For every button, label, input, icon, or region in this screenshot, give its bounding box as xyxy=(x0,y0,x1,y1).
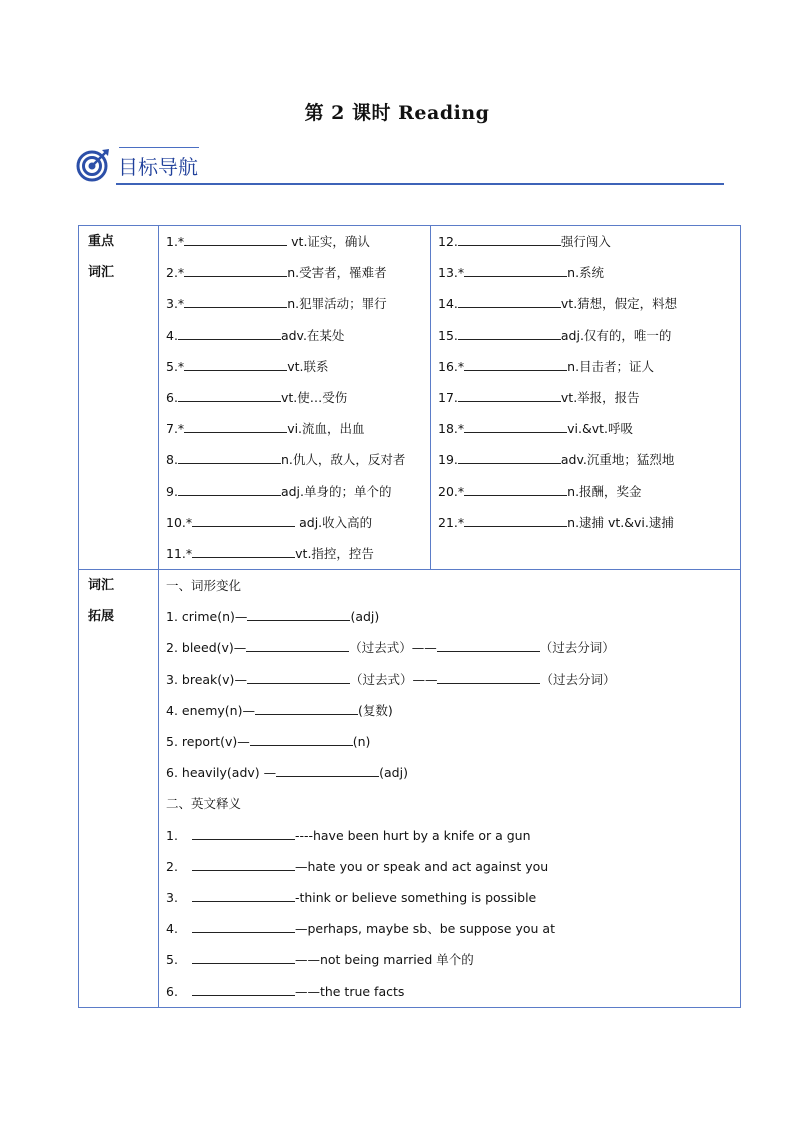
answer-blank[interactable] xyxy=(464,357,567,371)
word-form-item: 6. heavily(adv) — (adj) xyxy=(166,765,408,781)
answer-blank[interactable] xyxy=(458,294,561,308)
answer-blank[interactable] xyxy=(184,294,287,308)
vocab-item: 6. vt.使…受伤 xyxy=(166,389,348,405)
target-icon xyxy=(76,148,110,182)
answer-blank[interactable] xyxy=(437,638,540,652)
answer-blank[interactable] xyxy=(178,388,281,402)
answer-blank[interactable] xyxy=(276,763,379,777)
answer-blank[interactable] xyxy=(255,701,358,715)
word-form-item: 3. break(v)— （过去式）—— （过去分词） xyxy=(166,671,616,687)
vocab-item: 11.* vt.指控，控告 xyxy=(166,545,374,561)
vocab-item: 12. 强行闯入 xyxy=(438,234,611,249)
part1-title: 一、词形变化 xyxy=(166,578,242,594)
section-header xyxy=(76,145,724,187)
answer-blank[interactable] xyxy=(184,357,287,371)
label-line: 拓展 xyxy=(88,609,115,625)
vocab-item: 14. vt.猜想，假定，料想 xyxy=(438,296,678,312)
vocab-item: 13.* n.系统 xyxy=(438,265,605,281)
answer-blank[interactable] xyxy=(458,388,561,402)
vocab-item: 3.* n.犯罪活动；罪行 xyxy=(166,296,387,312)
definition-item: 2. —hate you or speak and act against you xyxy=(166,858,549,874)
word-form-item: 1. crime(n)— (adj) xyxy=(166,609,380,625)
vocab-ext-label xyxy=(79,570,159,1008)
key-vocab-right-column xyxy=(431,226,741,570)
header-top-rule xyxy=(119,147,199,148)
vocab-item: 1.* vt.证实，确认 xyxy=(166,234,370,249)
answer-blank[interactable] xyxy=(247,670,350,684)
answer-blank[interactable] xyxy=(464,419,567,433)
answer-blank[interactable] xyxy=(192,513,295,527)
part2-title: 二、英文释义 xyxy=(166,796,242,812)
answer-blank[interactable] xyxy=(192,888,295,902)
answer-blank[interactable] xyxy=(178,482,281,496)
label-line: 词汇 xyxy=(88,578,115,594)
label-line: 重点 xyxy=(88,234,115,249)
vocab-item: 8. n.仇人，敌人，反对者 xyxy=(166,452,406,468)
vocab-item: 15. adj.仅有的，唯一的 xyxy=(438,327,672,343)
answer-blank[interactable] xyxy=(192,857,295,871)
answer-blank[interactable] xyxy=(178,450,281,464)
vocab-ext-content xyxy=(159,570,741,1008)
answer-blank[interactable] xyxy=(458,450,561,464)
answer-blank[interactable] xyxy=(192,982,295,996)
answer-blank[interactable] xyxy=(192,826,295,840)
answer-blank[interactable] xyxy=(192,544,295,558)
answer-blank[interactable] xyxy=(246,638,349,652)
key-vocab-row xyxy=(79,226,741,570)
definition-item: 6. ——the true facts xyxy=(166,983,405,999)
answer-blank[interactable] xyxy=(192,919,295,933)
vocab-item: 20.* n.报酬，奖金 xyxy=(438,483,642,499)
definition-item: 1. ----have been hurt by a knife or a gun xyxy=(166,827,531,843)
header-underline xyxy=(116,183,724,185)
vocab-item: 5.* vt.联系 xyxy=(166,358,329,374)
answer-blank[interactable] xyxy=(184,232,287,246)
vocab-item: 16.* n.目击者；证人 xyxy=(438,358,655,374)
vocab-item: 2.* n.受害者，罹难者 xyxy=(166,265,387,281)
label-line: 词汇 xyxy=(88,265,115,280)
answer-blank[interactable] xyxy=(178,326,281,340)
answer-blank[interactable] xyxy=(464,482,567,496)
page-title: 第 2 课时 Reading xyxy=(304,102,490,124)
definition-item: 4. —perhaps, maybe sb、be suppose you at xyxy=(166,921,555,937)
key-vocab-left-column xyxy=(159,226,431,570)
vocab-item: 17. vt.举报，报告 xyxy=(438,389,640,405)
answer-blank[interactable] xyxy=(458,326,561,340)
answer-blank[interactable] xyxy=(437,670,540,684)
word-form-item: 2. bleed(v)— （过去式）—— （过去分词） xyxy=(166,640,615,656)
vocab-item: 4. adv.在某处 xyxy=(166,327,345,343)
vocab-item: 18.* vi.&vt.呼吸 xyxy=(438,421,634,437)
word-form-item: 5. report(v)— (n) xyxy=(166,734,371,749)
vocab-ext-row xyxy=(79,570,741,1008)
vocab-item: 9. adj.单身的；单个的 xyxy=(166,483,392,499)
section-header-title: 目标导航 xyxy=(118,155,198,179)
vocab-item: 21.* n.逮捕 vt.&vi.逮捕 xyxy=(438,514,674,530)
vocab-table xyxy=(78,225,741,1008)
answer-blank[interactable] xyxy=(247,607,350,621)
answer-blank[interactable] xyxy=(192,950,295,964)
answer-blank[interactable] xyxy=(458,232,561,246)
answer-blank[interactable] xyxy=(464,263,567,277)
vocab-item: 10.* adj.收入高的 xyxy=(166,514,373,530)
definition-item: 3. -think or believe something is possible xyxy=(166,889,537,905)
answer-blank[interactable] xyxy=(464,513,567,527)
word-form-item: 4. enemy(n)— (复数) xyxy=(166,702,393,718)
definition-item: 5. ——not being married 单个的 xyxy=(166,952,474,968)
key-vocab-label xyxy=(79,226,159,570)
answer-blank[interactable] xyxy=(184,263,287,277)
answer-blank[interactable] xyxy=(250,732,353,746)
vocab-item: 19. adv.沉重地；猛烈地 xyxy=(438,452,675,468)
answer-blank[interactable] xyxy=(184,419,287,433)
vocab-item: 7.* vi.流血，出血 xyxy=(166,421,365,437)
